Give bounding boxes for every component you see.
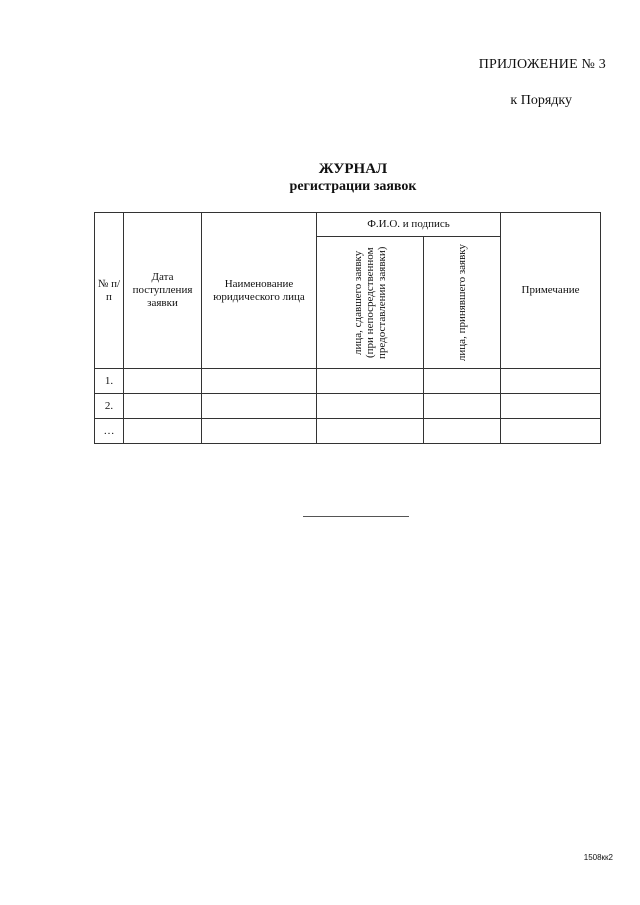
col-header-receiver [424, 237, 501, 369]
document-subtitle: регистрации заявок [289, 179, 417, 194]
row-note [501, 419, 601, 444]
row-date [124, 394, 202, 419]
col-header-signature-group: Ф.И.О. и подпись [317, 213, 501, 237]
col-header-note: Примечание [501, 213, 601, 369]
row-number: 1. [95, 369, 124, 394]
row-submitter [317, 394, 424, 419]
row-date [124, 419, 202, 444]
col-header-submitter [317, 237, 424, 369]
header-row [95, 213, 601, 237]
row-number: 2. [95, 394, 124, 419]
row-name [202, 369, 317, 394]
document-code: 1508кк2 [583, 853, 613, 862]
row-receiver [424, 369, 501, 394]
row-note [501, 394, 601, 419]
appendix-reference: к Порядку [510, 93, 572, 108]
col-header-date: Дата поступления заявки [124, 213, 202, 369]
table-row [95, 369, 601, 394]
row-submitter [317, 419, 424, 444]
row-receiver [424, 419, 501, 444]
row-note [501, 369, 601, 394]
row-number: … [95, 419, 124, 444]
table-row [95, 419, 601, 444]
document-title: ЖУРНАЛ [318, 161, 388, 177]
col-header-receiver-label: лица, принявшего заявку [456, 243, 468, 362]
appendix-label: ПРИЛОЖЕНИЕ № 3 [478, 57, 606, 72]
col-header-name: Наименование юридического лица [202, 213, 317, 369]
journal-table [94, 212, 601, 444]
col-header-number: № п/п [95, 213, 124, 369]
table-row [95, 394, 601, 419]
row-submitter [317, 369, 424, 394]
separator-line [303, 516, 409, 517]
row-name [202, 394, 317, 419]
row-name [202, 419, 317, 444]
col-header-submitter-label: лица, сдавшего заявку (при непосредственном предоставлении заявки) [352, 246, 388, 359]
row-receiver [424, 394, 501, 419]
row-date [124, 369, 202, 394]
